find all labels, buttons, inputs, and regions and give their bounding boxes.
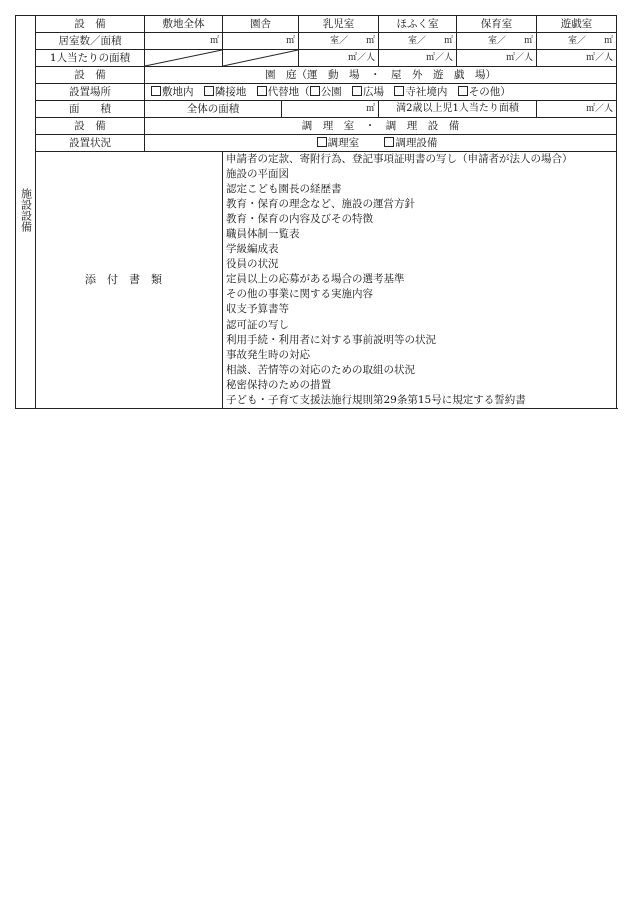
doc-director-resume: 認定こども園長の経歴書 <box>226 183 342 196</box>
per-person-nursery-field[interactable]: ㎡／人 <box>457 50 537 67</box>
checkbox-temple[interactable] <box>394 86 404 96</box>
doc-class-organization: 学級編成表 <box>226 243 279 256</box>
checkbox-park[interactable] <box>310 86 320 96</box>
doc-budget: 収支予算書等 <box>226 303 289 316</box>
doc-usage-procedure: 利用手続・利用者に対する事前説明等の状況 <box>226 333 436 346</box>
location-square-option[interactable]: 広場 <box>352 86 384 98</box>
garden-row <box>16 67 617 84</box>
doc-articles-of-incorporation: 申請者の定款、寄附行為、登記事項証明書の写し（申請者が法人の場合） <box>226 153 573 165</box>
checkbox-kitchen-room[interactable] <box>317 137 327 147</box>
per-person-building-slash <box>223 50 299 67</box>
rooms-area-building-field[interactable]: ㎡ <box>223 33 299 50</box>
col-building: 園舎 <box>223 16 299 33</box>
doc-floor-plan: 施設の平面図 <box>226 168 289 181</box>
installation-options <box>145 135 617 152</box>
checkbox-other[interactable] <box>458 86 468 96</box>
doc-officer-status: 役員の状況 <box>226 258 279 271</box>
facility-application-form <box>15 15 617 409</box>
col-nursery-room: 保育室 <box>457 16 537 33</box>
per-person-row <box>16 50 617 67</box>
checkbox-square[interactable] <box>352 86 362 96</box>
doc-complaint-handling: 相談、苦情等の対応のための取組の状況 <box>226 363 415 376</box>
per-person-play-field[interactable]: ㎡／人 <box>537 50 617 67</box>
facility-group-label: 施設設備 <box>19 187 33 232</box>
location-alternative-option[interactable]: 代替地（ 公園 <box>257 86 342 98</box>
area-row <box>16 101 617 118</box>
doc-operating-policy: 教育・保育の理念など、施設の運営方針 <box>226 198 415 211</box>
rooms-area-row <box>16 33 617 50</box>
doc-license-copy: 認可証の写し <box>226 318 289 331</box>
rooms-area-site-field[interactable]: ㎡ <box>145 33 223 50</box>
doc-education-content: 教育・保育の内容及びその特徴 <box>226 213 373 226</box>
installation-label: 設置状況 <box>36 135 145 152</box>
kitchen-row <box>16 118 617 135</box>
checkbox-adjacent[interactable] <box>204 86 214 96</box>
rooms-area-crawling-field[interactable]: 室／ ㎡ <box>379 33 457 50</box>
per-person-infant-field[interactable]: ㎡／人 <box>299 50 379 67</box>
installation-row <box>16 135 617 152</box>
attachments-row <box>16 152 617 409</box>
location-label: 設置場所 <box>36 84 145 101</box>
rooms-area-nursery-field[interactable]: 室／ ㎡ <box>457 33 537 50</box>
location-row <box>16 84 617 101</box>
col-play-room: 遊戯室 <box>537 16 617 33</box>
garden-equipment-label: 設 備 <box>36 67 145 84</box>
col-crawling-room: ほふく室 <box>379 16 457 33</box>
diagonal-slash <box>145 50 222 66</box>
over2-area-label: 満2歳以上児1人当たり面積 <box>379 101 537 118</box>
diagonal-slash <box>223 50 298 66</box>
per-person-label: 1人当たりの面積 <box>36 50 145 67</box>
garden-title: 園 庭（運 動 場 ・ 屋 外 遊 戯 場） <box>145 67 617 84</box>
attachments-list <box>223 152 617 409</box>
doc-pledge: 子ども・子育て支援法施行規則第29条第15号に規定する誓約書 <box>226 393 526 406</box>
location-temple-option[interactable]: 寺社境内 <box>394 86 447 98</box>
total-area-field[interactable]: ㎡ <box>282 101 379 118</box>
per-person-crawling-field[interactable]: ㎡／人 <box>379 50 457 67</box>
total-area-label: 全体の面積 <box>145 101 282 118</box>
location-options <box>145 84 617 101</box>
doc-staff-list: 職員体制一覧表 <box>226 228 300 241</box>
checkbox-kitchen-equipment[interactable] <box>384 137 394 147</box>
location-adjacent-option[interactable]: 隣接地 <box>204 86 247 98</box>
checkbox-alternative[interactable] <box>257 86 267 96</box>
kitchen-equipment-label: 設 備 <box>36 118 145 135</box>
kitchen-title: 調 理 室 ・ 調 理 設 備 <box>145 118 617 135</box>
rooms-area-infant-field[interactable]: 室／ ㎡ <box>299 33 379 50</box>
doc-other-business: その他の事業に関する実施内容 <box>226 288 373 301</box>
attachments-label: 添付書類 <box>36 152 223 409</box>
per-person-site-slash <box>145 50 223 67</box>
col-site-whole: 敷地全体 <box>145 16 223 33</box>
checkbox-onsite[interactable] <box>151 86 161 96</box>
facility-group-cell <box>16 16 36 409</box>
equipment-header-row <box>16 16 617 33</box>
rooms-area-label: 居室数／面積 <box>36 33 145 50</box>
equipment-header-label: 設 備 <box>36 16 145 33</box>
location-other-option[interactable]: その他） <box>458 86 511 98</box>
doc-confidentiality: 秘密保持のための措置 <box>226 378 331 391</box>
kitchen-room-option[interactable]: 調理室 <box>317 137 360 149</box>
doc-accident-response: 事故発生時の対応 <box>226 348 310 361</box>
rooms-area-play-field[interactable]: 室／ ㎡ <box>537 33 617 50</box>
area-label: 面 積 <box>36 101 145 118</box>
location-onsite-option[interactable]: 敷地内 <box>151 86 194 98</box>
kitchen-equipment-option[interactable]: 調理設備 <box>384 137 437 149</box>
col-infant-room: 乳児室 <box>299 16 379 33</box>
doc-selection-criteria: 定員以上の応募がある場合の選考基準 <box>226 273 405 286</box>
over2-area-field[interactable]: ㎡／人 <box>537 101 617 118</box>
